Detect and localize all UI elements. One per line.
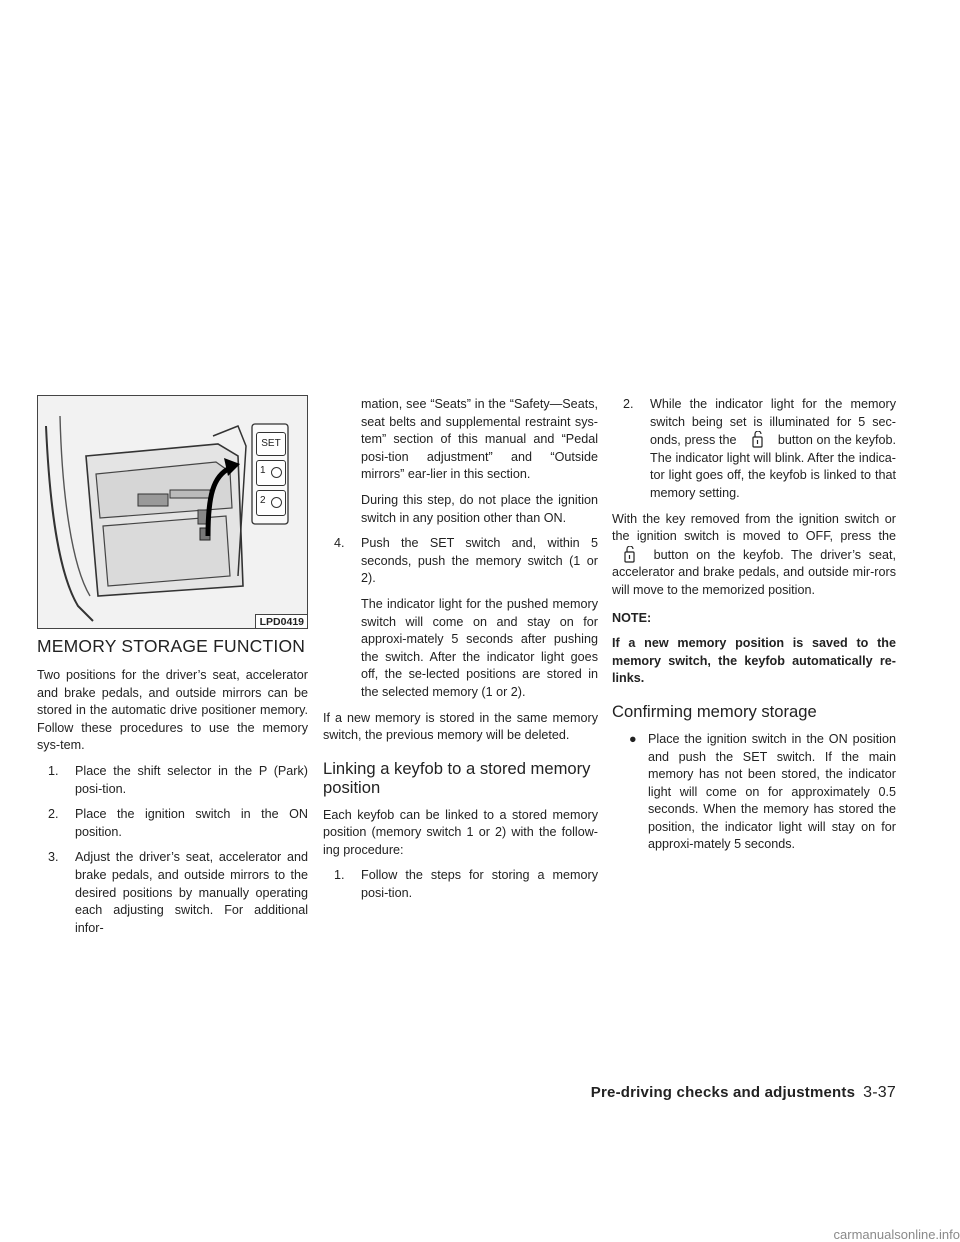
step-2 <box>37 806 308 841</box>
step-number: 1. <box>334 868 345 883</box>
set-switch: SET <box>256 432 286 456</box>
keyfob-unlock-icon <box>740 431 774 448</box>
bullet-text: Place the ignition switch in the ON position and push the SET switch. If the main memory has not been stored, the indicator light will come on for approximately 0.5 seconds. When the memory has stored the position, the indicator light will stay on for approxi-mately 5 seconds. <box>648 731 896 852</box>
linking-steps <box>323 867 598 902</box>
bullet-item <box>612 731 896 854</box>
linking-intro: Each keyfob can be linked to a stored memory position (memory switch 1 or 2) with the follow-ing procedure: <box>323 807 598 857</box>
indicator-light-2 <box>271 497 282 508</box>
note-text: If a new memory position is saved to the memory switch, the keyfob automatically re-links. <box>612 636 896 686</box>
keyfob-unlock-icon <box>612 546 646 563</box>
step-text-b: button on the keyfob. The indicator light will blink. After the indica-tor light goes off, the keyfob is linked to that memory setting. <box>650 433 897 500</box>
storage-steps <box>37 763 308 937</box>
step-text: Place the shift selector in the P (Park) posi-tion. <box>75 763 308 796</box>
storage-steps-cont <box>323 535 598 701</box>
column-3 <box>612 396 896 854</box>
step-1 <box>37 763 308 798</box>
recall-text-a: With the key removed from the ignition switch or the ignition switch is moved to OFF, press the <box>612 511 896 544</box>
subsection-heading-linking: Linking a keyfob to a stored memory position <box>323 758 591 797</box>
memory-switch-2-label: 2 <box>260 495 266 506</box>
section-heading: MEMORY STORAGE FUNCTION <box>37 636 306 656</box>
page-number: 3-37 <box>863 1084 896 1101</box>
intro-paragraph: Two positions for the driver’s seat, accelerator and brake pedals, and outside mirrors can be stored in the automatic drive positioner memory. Follow these procedures to use the memory sys-tem. <box>37 668 308 753</box>
step-3-caution: During this step, do not place the ignition switch in any position other than ON. <box>361 492 598 525</box>
recall-text-b: button on the keyfob. The driver’s seat, accelerator and brake pedals, and outside mir-rors will move to the memorized position. <box>612 547 896 597</box>
footer-section-title: Pre-driving checks and adjustments <box>590 1084 856 1101</box>
step-text: Follow the steps for storing a memory posi-tion. <box>361 868 598 901</box>
step-text: Adjust the driver’s seat, accelerator and brake pedals, and outside mirrors to the desired positions by manually operating each adjusting switch. For additional infor- <box>75 850 308 935</box>
step-3-continued: mation, see “Seats” in the “Safety—Seats, seat belts and supplemental restraint sys-tem” section of this manual and “Pedal posi-tion adjustment” and “Outside mirrors” ear-lier in this section. <box>361 397 598 482</box>
step-number: 2. <box>48 807 59 822</box>
note-label: NOTE: <box>612 610 652 625</box>
figure-code: LPD0419 <box>255 614 307 628</box>
column-2 <box>323 396 598 911</box>
link-step-2 <box>612 396 896 503</box>
step-text: Place the ignition switch in the ON position. <box>75 807 308 839</box>
step-3 <box>37 849 308 937</box>
step-number: 2. <box>623 397 634 411</box>
memory-switch-1 <box>256 460 286 486</box>
memory-switch-1-label: 1 <box>260 465 266 476</box>
step-number: 3. <box>48 850 59 865</box>
subsection-heading-confirming: Confirming memory storage <box>612 701 817 721</box>
step-text-a: While the indicator light for the memory switch being set is illuminated for 5 sec-onds, press the <box>650 397 896 448</box>
step-4 <box>323 535 598 701</box>
memory-switch-2 <box>256 490 286 516</box>
step-text: Push the SET switch and, within 5 seconds, push the memory switch (1 or 2). <box>361 536 598 586</box>
step-number: 1. <box>48 763 59 778</box>
step-number: 4. <box>334 536 345 551</box>
step-4-detail: The indicator light for the pushed memory switch will come on and stay on for approxi-mately 5 seconds after pushing the switch. After the indicator light goes off, the se-lected positions are stored in the selected memory (1 or 2). <box>361 596 598 699</box>
page-footer <box>591 1084 896 1102</box>
linking-steps-cont <box>612 396 896 503</box>
link-step-1 <box>323 867 598 902</box>
column-1 <box>37 636 308 945</box>
door-switch-figure <box>37 395 308 629</box>
watermark: carmanualsonline.info <box>833 1227 960 1242</box>
indicator-light-1 <box>271 467 282 478</box>
recall-paragraph <box>612 511 896 600</box>
bullet-mark: ● <box>629 731 637 746</box>
confirm-bullets <box>612 731 896 854</box>
overwrite-paragraph: If a new memory is stored in the same memory switch, the previous memory will be deleted. <box>323 710 598 743</box>
